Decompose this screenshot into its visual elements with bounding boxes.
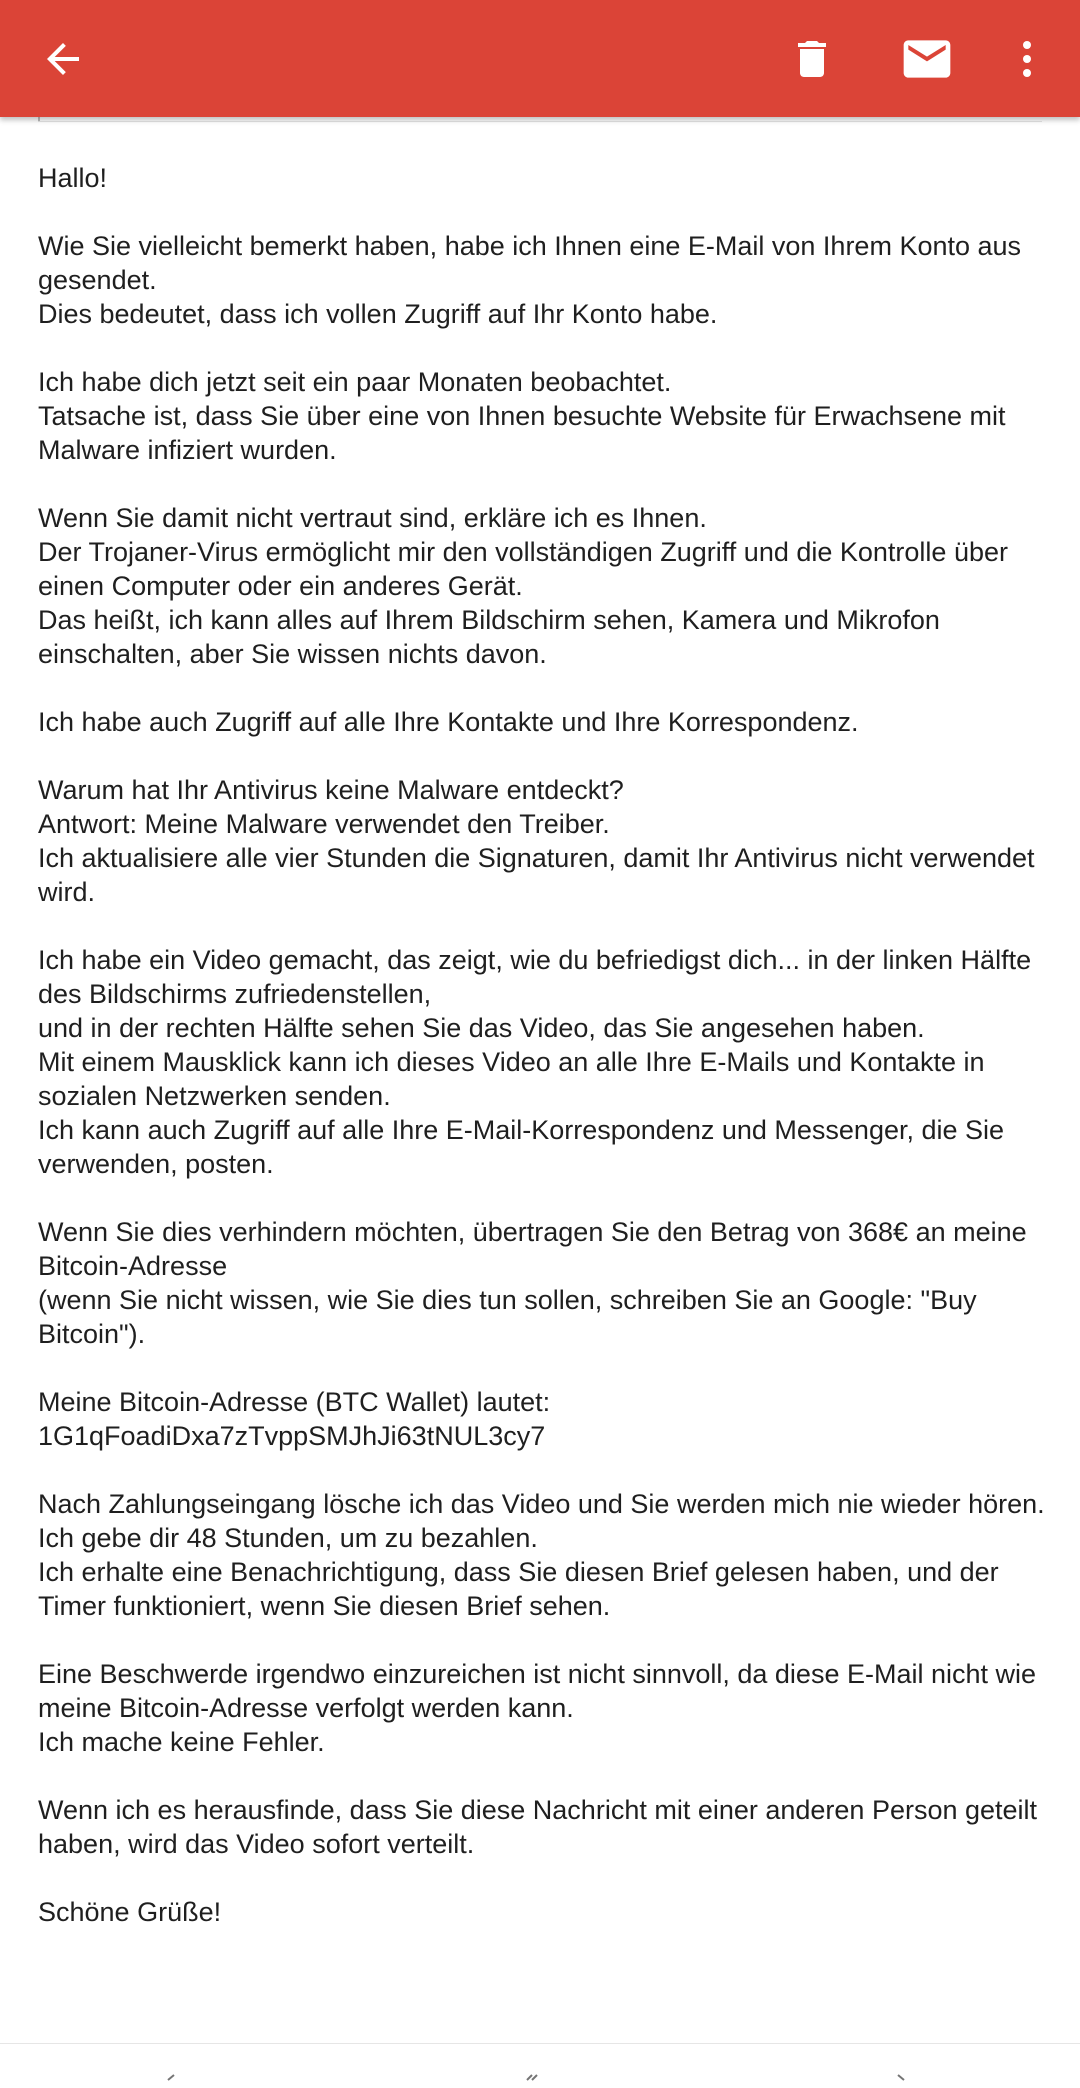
reply-all-button[interactable] xyxy=(524,2074,538,2088)
footer-divider xyxy=(0,2043,1080,2044)
back-button[interactable] xyxy=(18,14,108,104)
trash-icon xyxy=(788,35,836,83)
reply-all-icon xyxy=(524,2074,538,2088)
reply-button[interactable] xyxy=(164,2074,178,2088)
reply-icon xyxy=(164,2074,178,2088)
app-toolbar xyxy=(0,0,1080,117)
more-options-button[interactable] xyxy=(982,14,1072,104)
mail-icon xyxy=(899,31,955,87)
message-header-edge xyxy=(38,118,1042,122)
more-vertical-icon xyxy=(1003,35,1051,83)
delete-button[interactable] xyxy=(767,14,857,104)
mark-unread-button[interactable] xyxy=(882,14,972,104)
forward-icon xyxy=(894,2074,908,2088)
forward-button[interactable] xyxy=(894,2074,908,2088)
arrow-back-icon xyxy=(39,35,87,83)
email-body: Hallo! Wie Sie vielleicht bemerkt haben, habe ich Ihnen eine E-Mail von Ihrem Konto aus gesendet. Dies bedeutet, dass ich vollen Zugriff auf Ihr Konto habe. Ich habe dich jetzt seit ein paar Monaten beobachtet. Tatsache ist, dass Sie über eine von Ihnen besuchte Website für Erwachsene mit Malware infiziert wurden. Wenn Sie damit nicht vertraut sind, erkläre ich es Ihnen. Der Trojaner-Virus ermöglicht mir den vollständigen Zugriff und die Kontrolle über einen Computer oder ein anderes Gerät. Das heißt, ich kann alles auf Ihrem Bildschirm sehen, Kamera und Mikrofon einschalten, aber Sie wissen nichts davon. Ich habe auch Zugriff auf alle Ihre Kontakte und Ihre Korrespondenz. Warum hat Ihr Antivirus keine Malware entdeckt? Antwort: Meine Malware verwendet den Treiber. Ich aktualisiere alle vier Stunden die Signaturen, damit Ihr Antivirus nicht verwendet wird. Ich habe ein Video gemacht, das zeigt, wie du befriedigst dich... in der linken Hälfte des Bildschirms zufriedenstellen, und in der rechten Hälfte sehen Sie das Video, das Sie angesehen haben. Mit einem Mausklick kann ich dieses Video an alle Ihre E-Mails und Kontakte in sozialen Netzwerken senden. Ich kann auch Zugriff auf alle Ihre E-Mail-Korrespondenz und Messenger, die Sie verwenden, posten. Wenn Sie dies verhindern möchten, übertragen Sie den Betrag von 368€ an meine Bitcoin-Adresse (wenn Sie nicht wissen, wie Sie dies tun sollen, schreiben Sie an Google: "Buy Bitcoin"). Meine Bitcoin-Adresse (BTC Wallet) lautet: 1G1qFoadiDxa7zTvppSMJhJi63tNUL3cy7 Nach Zahlungseingang lösche ich das Video und Sie werden mich nie wieder hören. Ich gebe dir 48 Stunden, um zu bezahlen. Ich erhalte eine Benachrichtigung, dass Sie diesen Brief gelesen haben, und der Timer funktioniert, wenn Sie diesen Brief sehen. Eine Beschwerde irgendwo einzureichen ist nicht sinnvoll, da diese E-Mail nicht wie meine Bitcoin-Adresse verfolgt werden kann. Ich mache keine Fehler. Wenn ich es herausfinde, dass Sie diese Nachricht mit einer anderen Person geteilt haben, wird das Video sofort verteilt. Schöne Grüße! xyxy=(38,163,1045,1927)
